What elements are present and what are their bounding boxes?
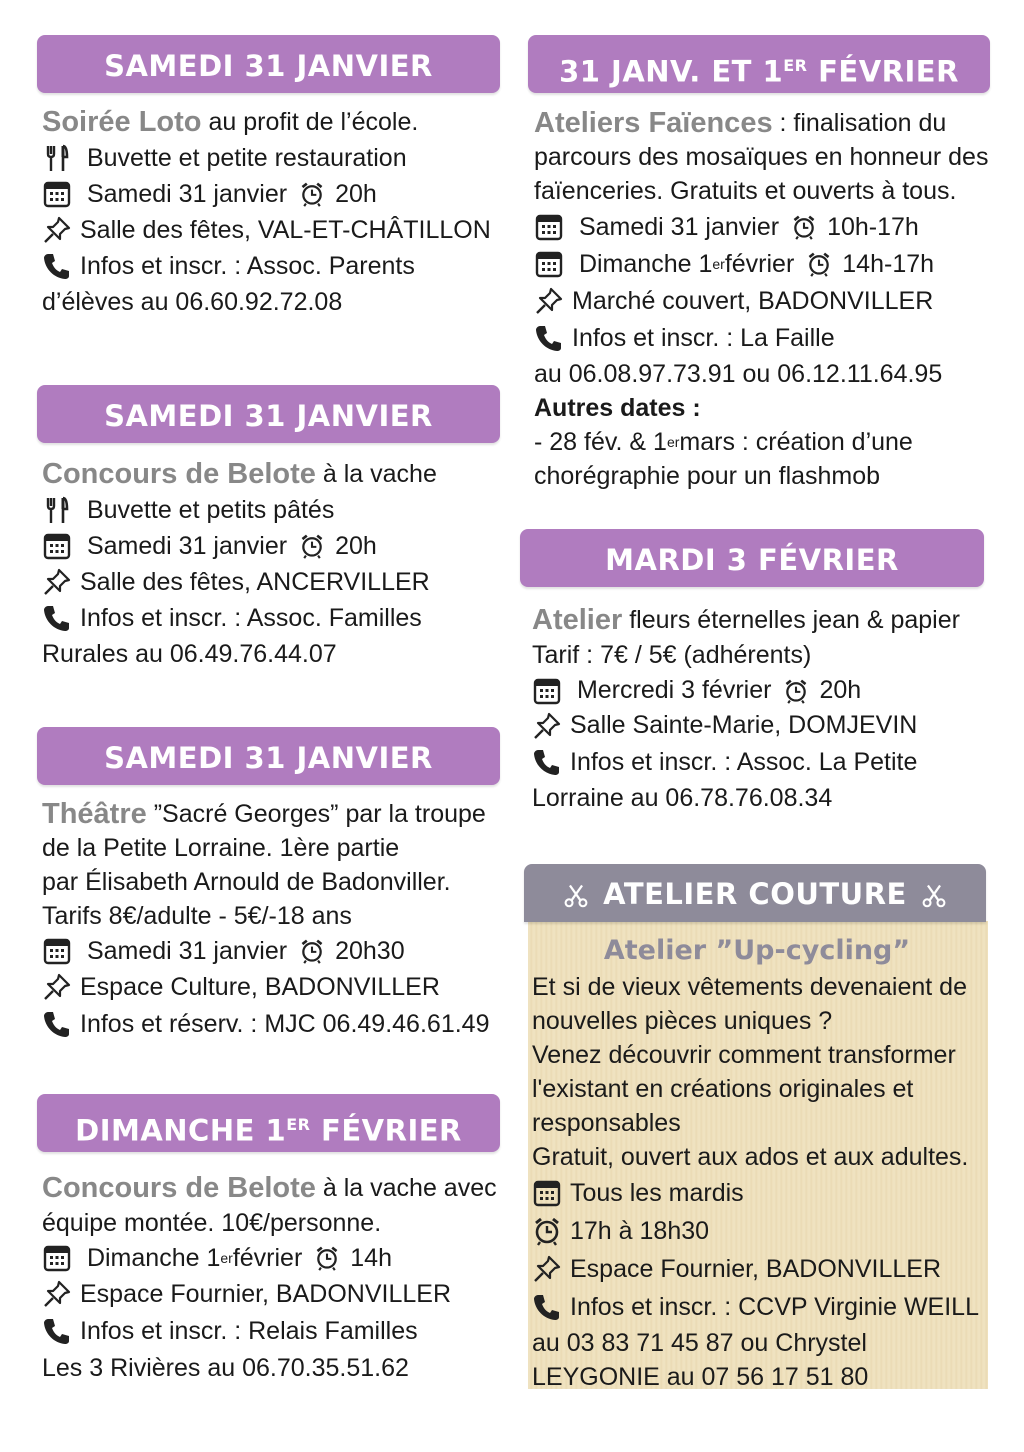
calendar-icon [534, 249, 564, 279]
banner-dimanche [37, 1094, 500, 1152]
date-text: Samedi 31 janvier [86, 180, 288, 208]
banner-sup: ER [286, 1115, 311, 1134]
food-text: Buvette et petite restauration [86, 144, 407, 172]
event-intro: : finalisation du [779, 109, 947, 137]
banner-samedi-theatre [37, 727, 500, 785]
time-text: 17h à 18h30 [570, 1217, 710, 1245]
info-text: Infos et inscr. : Assoc. La Petite [570, 747, 918, 776]
place-text: Espace Culture, BADONVILLER [80, 973, 440, 1001]
info-text: Infos et inscr. : La Faille [572, 324, 835, 352]
calendar-icon [534, 212, 564, 242]
place-text: Espace Fournier, BADONVILLER [570, 1255, 941, 1283]
calendar-icon [42, 1243, 72, 1273]
price-text: Tarifs 8€/adulte - 5€/-18 ans [42, 902, 352, 930]
calendar-icon [42, 936, 72, 966]
alarm-clock-icon [299, 181, 325, 207]
time-text: 14h [350, 1244, 392, 1272]
other-dates-label: Autres dates : [534, 394, 701, 422]
event-soiree-loto [42, 104, 512, 320]
info-text: Infos et inscr. : Assoc. Familles [80, 604, 422, 632]
description-line: Gratuit, ouvert aux ados et aux adultes. [532, 1143, 969, 1171]
phone-icon [532, 1292, 562, 1322]
event-atelier-fleurs [532, 603, 1002, 816]
info-text: d’élèves au 06.60.92.72.08 [42, 288, 343, 316]
alarm-clock-icon [532, 1216, 562, 1246]
pushpin-icon [532, 711, 562, 741]
event-atelier-couture [532, 934, 982, 1394]
event-theatre [42, 797, 512, 1043]
place-text: Salle des fêtes, ANCERVILLER [80, 568, 430, 596]
banner-text: SAMEDI 31 JANVIER [104, 49, 433, 83]
date-text: Mercredi 3 février [576, 676, 772, 704]
utensils-icon [42, 143, 72, 173]
info-text: Lorraine au 06.78.76.08.34 [532, 784, 833, 812]
banner-text: SAMEDI 31 JANVIER [104, 741, 433, 775]
info-text: Les 3 Rivières au 06.70.35.51.62 [42, 1354, 409, 1382]
info-text: Infos et réserv. : MJC 06.49.46.61.49 [80, 1010, 490, 1038]
date-text: février [724, 249, 795, 278]
banner-mardi-3-fevrier [520, 529, 984, 587]
event-title: Concours de Belote [42, 1172, 316, 1204]
calendar-icon [42, 531, 72, 561]
date-sup: er [666, 434, 680, 450]
event-concours-belote [42, 456, 512, 672]
calendar-icon [532, 1178, 562, 1208]
banner-31-janv-1-fevrier [528, 35, 990, 93]
utensils-icon [42, 495, 72, 525]
info-text: Rurales au 06.49.76.44.07 [42, 640, 337, 668]
time-text: 14h-17h [842, 249, 935, 278]
alarm-clock-icon [791, 214, 817, 240]
description-line: équipe montée. 10€/personne. [42, 1209, 382, 1237]
info-text: Infos et inscr. : Relais Familles [80, 1317, 418, 1345]
info-text: Infos et inscr. : Assoc. Parents [80, 252, 415, 280]
time-text: 20h30 [335, 937, 405, 965]
phone-icon [42, 1009, 72, 1039]
event-title: Théâtre [42, 798, 147, 830]
calendar-icon [42, 179, 72, 209]
banner-atelier-couture [524, 864, 986, 922]
time-text: 20h [335, 532, 377, 560]
banner-sup: ER [783, 56, 808, 75]
description-line: Venez découvrir comment transformer [532, 1041, 956, 1069]
description-line: faïenceries. Gratuits et ouverts à tous. [534, 177, 957, 205]
banner-text: FÉVRIER [310, 1113, 462, 1148]
event-title: Concours de Belote [42, 458, 316, 490]
calendar-icon [532, 676, 562, 706]
alarm-clock-icon [783, 678, 809, 704]
phone-icon [42, 603, 72, 633]
alarm-clock-icon [806, 251, 832, 277]
description-line: responsables [532, 1109, 681, 1137]
scissors-icon [921, 882, 947, 908]
phone-icon [534, 323, 564, 353]
date-sup: er [712, 255, 725, 272]
price-text: Tarif : 7€ / 5€ (adhérents) [532, 641, 812, 669]
date-text: Tous les mardis [570, 1179, 744, 1207]
description-line: l'existant en créations originales et [532, 1075, 914, 1103]
info-text: au 03 83 71 45 87 ou Chrystel [532, 1329, 867, 1357]
event-title: Atelier [532, 604, 623, 636]
date-text: février [232, 1244, 303, 1272]
alarm-clock-icon [314, 1245, 340, 1271]
event-title: Ateliers Faïences [534, 107, 773, 139]
date-text: Samedi 31 janvier [578, 212, 780, 241]
event-intro: ”Sacré Georges” par la troupe [153, 800, 486, 828]
banner-text: FÉVRIER [807, 54, 959, 89]
pushpin-icon [42, 215, 72, 245]
scissors-icon [563, 882, 589, 908]
pushpin-icon [42, 567, 72, 597]
place-text: Salle des fêtes, VAL-ET-CHÂTILLON [80, 216, 491, 244]
other-date: chorégraphie pour un flashmob [534, 462, 881, 490]
other-date: mars : création d’une [679, 428, 913, 456]
banner-text: ATELIER COUTURE [603, 877, 907, 911]
banner-samedi-belote [37, 385, 500, 443]
date-text: Samedi 31 janvier [86, 532, 288, 560]
alarm-clock-icon [299, 938, 325, 964]
event-intro: à la vache [322, 460, 437, 488]
event-title: Soirée Loto [42, 106, 202, 138]
date-text: Dimanche 1 [86, 1244, 221, 1272]
description-line: par Élisabeth Arnould de Badonviller. [42, 868, 451, 896]
event-belote-dimanche [42, 1170, 512, 1386]
couture-title: Atelier ”Up-cycling” [603, 935, 911, 966]
date-sup: er [220, 1250, 233, 1266]
info-text: Infos et inscr. : CCVP Virginie WEILL [570, 1293, 979, 1321]
event-ateliers-faiences [534, 106, 994, 493]
time-text: 10h-17h [827, 212, 919, 241]
phone-icon [42, 251, 72, 281]
description-line: parcours des mosaïques en honneur des [534, 143, 989, 171]
alarm-clock-icon [299, 533, 325, 559]
place-text: Espace Fournier, BADONVILLER [80, 1280, 451, 1308]
banner-text: MARDI 3 FÉVRIER [605, 543, 899, 577]
info-text: au 06.08.97.73.91 ou 06.12.11.64.95 [534, 360, 943, 388]
event-intro: fleurs éternelles jean & papier [629, 606, 960, 634]
banner-samedi-loto [37, 35, 500, 93]
food-text: Buvette et petits pâtés [86, 496, 335, 524]
pushpin-icon [534, 286, 564, 316]
phone-icon [42, 1316, 72, 1346]
description-line: de la Petite Lorraine. 1ère partie [42, 834, 400, 862]
date-text: Samedi 31 janvier [86, 937, 288, 965]
event-intro: à la vache avec [322, 1174, 497, 1202]
time-text: 20h [335, 180, 377, 208]
pushpin-icon [42, 1279, 72, 1309]
other-date: - 28 fév. & 1 [534, 428, 667, 456]
banner-text: DIMANCHE 1 [75, 1113, 287, 1148]
time-text: 20h [819, 676, 862, 704]
event-intro: au profit de l’école. [208, 108, 419, 136]
banner-text: SAMEDI 31 JANVIER [104, 399, 433, 433]
description-line: nouvelles pièces uniques ? [532, 1007, 833, 1035]
description-line: Et si de vieux vêtements devenaient de [532, 973, 967, 1001]
place-text: Marché couvert, BADONVILLER [572, 286, 934, 315]
info-text: LEYGONIE au 07 56 17 51 80 [532, 1363, 869, 1391]
pushpin-icon [532, 1254, 562, 1284]
phone-icon [532, 747, 562, 777]
pushpin-icon [42, 972, 72, 1002]
banner-text: 31 JANV. ET 1 [559, 54, 784, 89]
date-text: Dimanche 1 [578, 249, 713, 278]
place-text: Salle Sainte-Marie, DOMJEVIN [570, 711, 918, 739]
